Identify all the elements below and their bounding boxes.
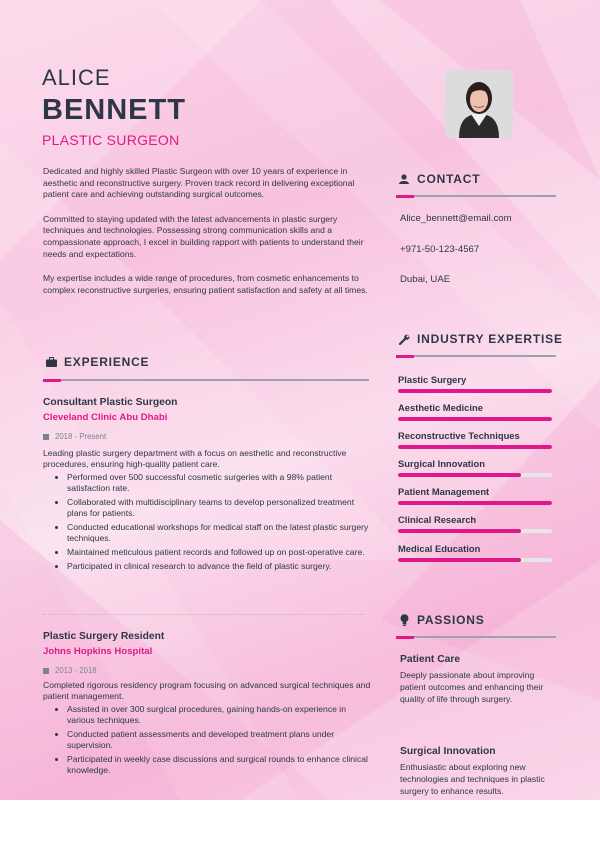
list-item: • Conducted patient assessments and developed treatment plans under supervision.: [67, 729, 373, 751]
passions-heading: [397, 613, 485, 627]
skill-level-fill: [398, 529, 521, 533]
list-item: • Performed over 500 successful cosmetic surgeries with a 98% patient satisfaction rate.: [67, 472, 373, 494]
list-item: • Maintained meticulous patient records and followed up on post-operative care.: [67, 547, 373, 558]
list-item: • Participated in weekly case discussions and surgical rounds to enhance clinical knowledge.: [67, 754, 373, 776]
job-dates: [43, 665, 373, 676]
resume-header: [42, 66, 186, 148]
contact-phone: +971-50-123-4567: [400, 244, 480, 255]
briefcase-icon: [44, 355, 58, 369]
list-item: • Participated in clinical research to advance the field of plastic surgery.: [67, 561, 373, 572]
skill-item: [398, 514, 552, 542]
contact-location: Dubai, UAE: [400, 274, 451, 285]
last-name: BENNETT: [42, 94, 186, 126]
skill-label: Reconstructive Techniques: [398, 430, 520, 442]
skill-level-fill: [398, 445, 552, 449]
skills-list: [398, 374, 552, 571]
contact-divider: [396, 195, 556, 197]
job-company: Johns Hopkins Hospital: [43, 646, 153, 657]
skill-level-fill: [398, 501, 552, 505]
passion-text: Enthusiastic about exploring new technologies and techniques in plastic surgery to enhance results.: [400, 762, 545, 796]
skill-level-bar: [398, 529, 552, 533]
skill-item: [398, 374, 552, 402]
passion-text: Deeply passionate about improving patient outcomes and enhancing their quality of life through surgery.: [400, 670, 544, 704]
job-separator: [43, 614, 365, 615]
skill-label: Medical Education: [398, 542, 481, 554]
job-role: Plastic Surgery Resident: [43, 631, 165, 642]
list-item: • Collaborated with multidisciplinary teams to develop personalized treatment plans for patients.: [67, 497, 373, 519]
skill-label: Aesthetic Medicine: [398, 402, 483, 414]
job-dates-label: 2018 - Present: [55, 432, 107, 441]
profile-summary: [43, 166, 373, 309]
experience-heading-label: EXPERIENCE: [64, 355, 150, 369]
skill-label: Surgical Innovation: [398, 458, 485, 470]
calendar-icon: [43, 668, 49, 674]
job-bullets: [43, 704, 373, 776]
passions-heading-label: PASSIONS: [417, 613, 485, 627]
job-description: Completed rigorous residency program focusing on advanced surgical techniques and patient management.: [43, 680, 371, 701]
passion-item: [400, 654, 552, 705]
wrench-icon: [397, 332, 411, 346]
skill-item: [398, 402, 552, 430]
job-bullets: [43, 472, 373, 572]
job-entry: [43, 631, 373, 779]
passion-title: Patient Care: [400, 654, 461, 665]
contact-email[interactable]: Alice_bennett@email.com: [400, 213, 512, 224]
list-item: • Assisted in over 300 surgical procedures, gaining hands-on experience in various techniques.: [67, 704, 373, 726]
job-company: Cleveland Clinic Abu Dhabi: [43, 412, 168, 423]
skill-item: [398, 486, 552, 514]
list-item: • Conducted educational workshops for medical staff on the latest plastic surgery techniques.: [67, 522, 373, 544]
skill-level-bar: [398, 417, 552, 421]
job-dates: [43, 431, 373, 442]
summary-paragraph: Dedicated and highly skilled Plastic Surgeon with over 10 years of experience in aesthetic and reconstructive surgery. Proven track record in delivering exceptional patient care and achieving outstanding surgical outcomes.: [43, 166, 355, 200]
skill-level-fill: [398, 417, 552, 421]
calendar-icon: [43, 434, 49, 440]
skill-level-bar: [398, 501, 552, 505]
job-description: Leading plastic surgery department with a focus on aesthetic and reconstructive procedures, ensuring high-quality patient care.: [43, 448, 347, 469]
first-name: ALICE: [42, 65, 111, 90]
skill-level-bar: [398, 445, 552, 449]
skill-level-fill: [398, 389, 552, 393]
profile-photo: [445, 70, 513, 138]
passions-divider: [396, 636, 556, 638]
passion-item: [400, 746, 552, 797]
job-dates-label: 2013 - 2018: [55, 666, 97, 675]
skill-label: Plastic Surgery: [398, 374, 467, 385]
experience-divider: [43, 379, 369, 381]
contact-heading: [397, 172, 480, 186]
expertise-divider: [396, 355, 556, 357]
expertise-heading-label: INDUSTRY EXPERTISE: [417, 332, 563, 346]
skill-label: Clinical Research: [398, 514, 477, 526]
skill-level-fill: [398, 558, 521, 562]
skill-level-bar: [398, 473, 552, 477]
user-icon: [397, 172, 411, 186]
lightbulb-icon: [397, 613, 411, 627]
expertise-heading: [397, 332, 563, 346]
skill-level-fill: [398, 473, 521, 477]
job-entry: [43, 397, 373, 575]
skill-level-bar: [398, 558, 552, 562]
job-title: PLASTIC SURGEON: [42, 132, 180, 148]
skill-item: [398, 458, 552, 486]
skill-item: [398, 430, 552, 458]
passion-title: Surgical Innovation: [400, 746, 496, 757]
summary-paragraph: My expertise includes a wide range of procedures, from cosmetic enhancements to complex reconstructive surgeries, ensuring patient satisfaction and safety at all times.: [43, 273, 368, 295]
skill-label: Patient Management: [398, 486, 490, 498]
skill-item: [398, 543, 552, 571]
contact-heading-label: CONTACT: [417, 172, 481, 186]
experience-heading: [44, 355, 149, 369]
summary-paragraph: Committed to staying updated with the latest advancements in plastic surgery techniques and technologies. Possessing strong communication skills and a compassionate approach, I excel in building rapport with patients to understand their needs and expectations.: [43, 213, 364, 259]
job-role: Consultant Plastic Surgeon: [43, 397, 178, 408]
skill-level-bar: [398, 389, 552, 393]
